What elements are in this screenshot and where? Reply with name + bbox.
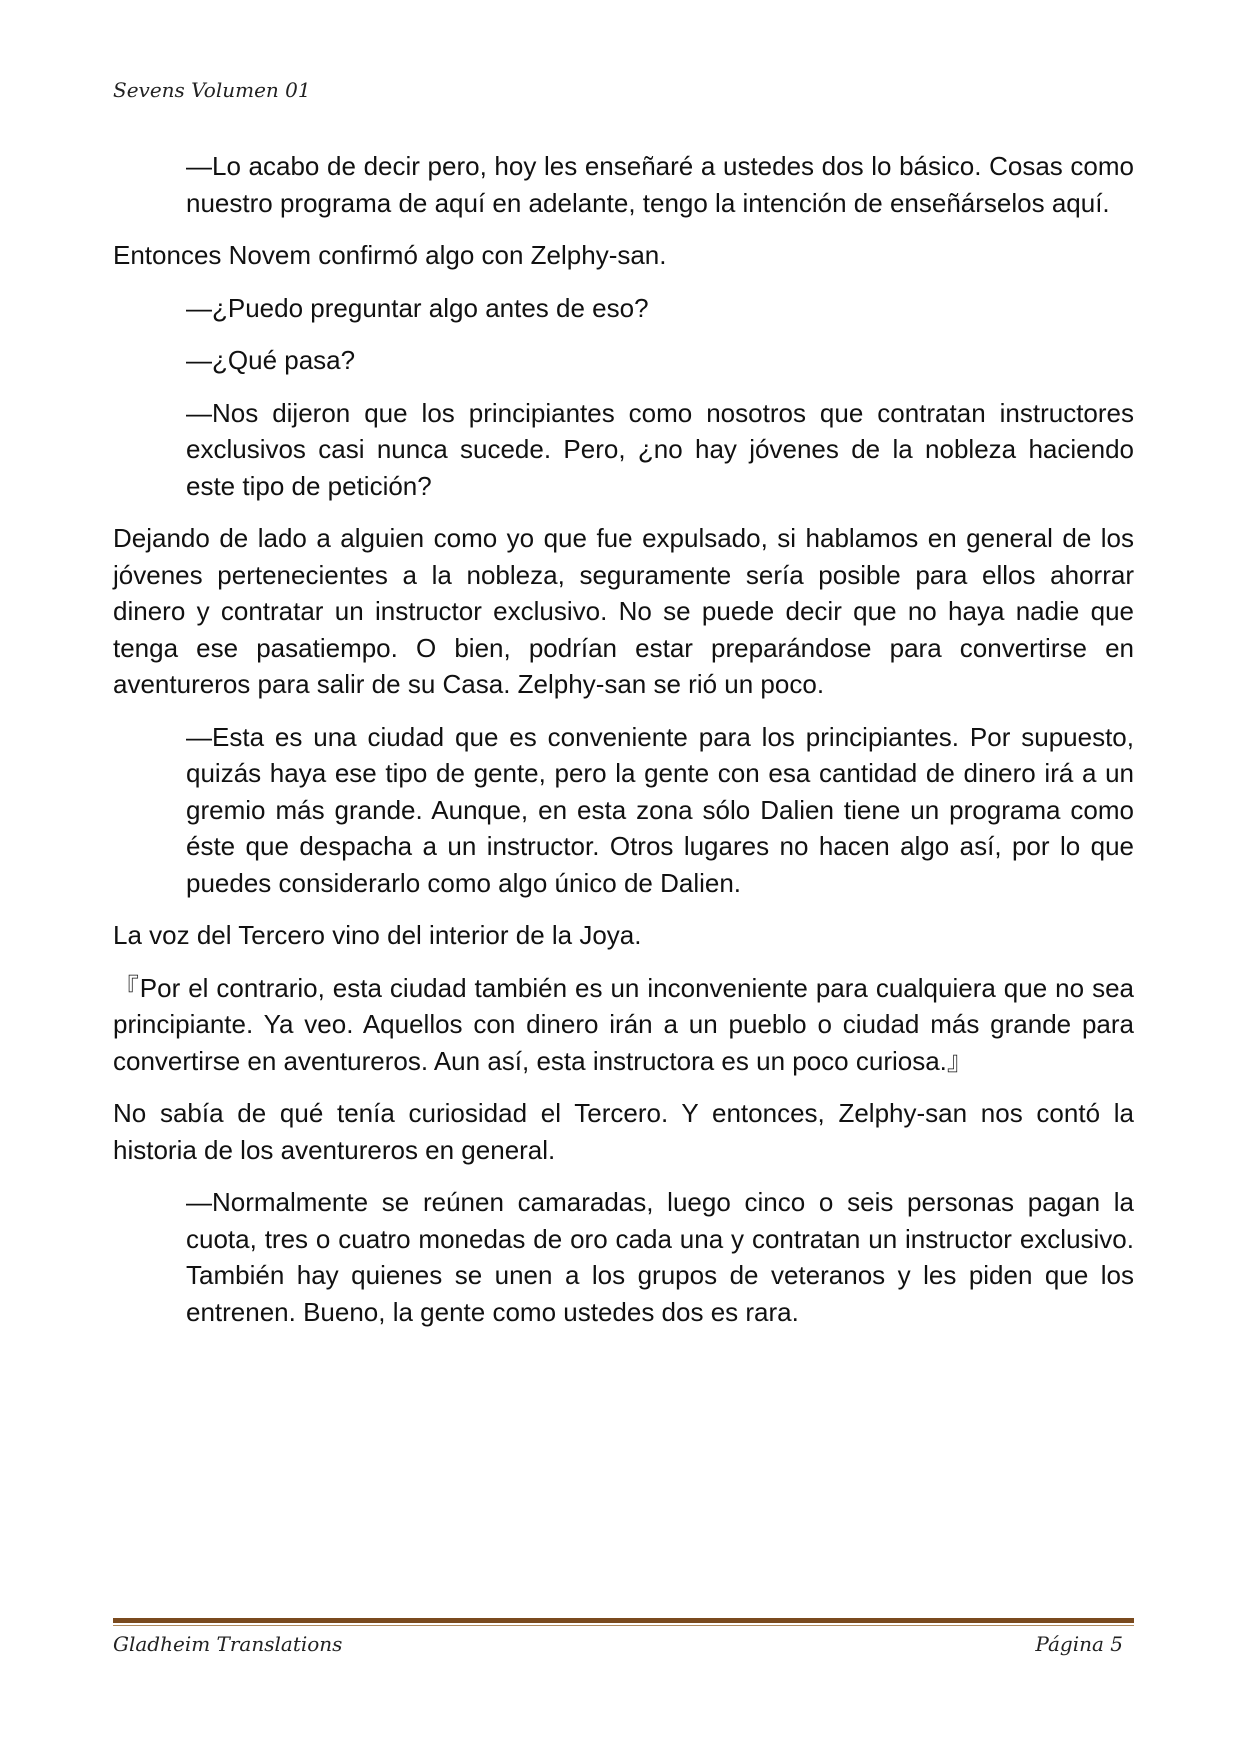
- page-body: [113, 148, 1134, 1346]
- page-number: Página 5: [1035, 1632, 1123, 1656]
- paragraph: Dejando de lado a alguien como yo que fue expulsado, si hablamos en general de los jóvenes pertenecientes a la nobleza, seguramente sería posible para ellos ahorrar dinero y contratar un instructor exclusivo. No se puede decir que no haya nadie que tenga ese pasatiempo. O bien, podrían estar preparándose para convertirse en aventureros para salir de su Casa. Zelphy-san se rió un poco.: [113, 523, 1134, 699]
- page-header: Sevens Volumen 01: [113, 78, 311, 102]
- paragraph: —Lo acabo de decir pero, hoy les enseñaré a ustedes dos lo básico. Cosas como nuestro programa de aquí en adelante, tengo la intención de enseñárselos aquí.: [186, 151, 1134, 218]
- paragraph: —¿Qué pasa?: [186, 345, 356, 375]
- paragraph: Entonces Novem confirmó algo con Zelphy-san.: [113, 240, 667, 270]
- paragraph: La voz del Tercero vino del interior de la Joya.: [113, 920, 642, 950]
- paragraph: No sabía de qué tenía curiosidad el Tercero. Y entonces, Zelphy-san nos contó la historia de los aventureros en general.: [113, 1098, 1134, 1165]
- paragraph: —¿Puedo preguntar algo antes de eso?: [186, 292, 649, 323]
- paragraph: —Normalmente se reúnen camaradas, luego cinco o seis personas pagan la cuota, tres o cuatro monedas de oro cada una y contratan un instructor exclusivo. También hay quienes se unen a los grupos de veteranos y les piden que los entrenen. Bueno, la gente como ustedes dos es rara.: [186, 1187, 1134, 1327]
- paragraph: —Esta es una ciudad que es conveniente para los principiantes. Por supuesto, quizás haya ese tipo de gente, pero la gente con esa cantidad de dinero irá a un gremio más grande. Aunque, en esta zona sólo Dalien tiene un programa como éste que despacha a un instructor. Otros lugares no hacen algo así, por lo que puedes considerarlo como algo único de Dalien.: [186, 721, 1134, 898]
- footer-rule: [113, 1618, 1134, 1623]
- footer-rule-thin: [113, 1625, 1134, 1626]
- footer-credit: Gladheim Translations: [113, 1632, 343, 1656]
- paragraph: —Nos dijeron que los principiantes como nosotros que contratan instructores exclusivos casi nunca sucede. Pero, ¿no hay jóvenes de la nobleza haciendo este tipo de petición?: [186, 397, 1134, 501]
- paragraph: 『Por el contrario, esta ciudad también es un inconveniente para cualquiera que no sea principiante. Ya veo. Aquellos con dinero irán a un pueblo o ciudad más grande para convertirse en aventureros. Aun así, esta instructora es un poco curiosa.』: [113, 972, 1134, 1076]
